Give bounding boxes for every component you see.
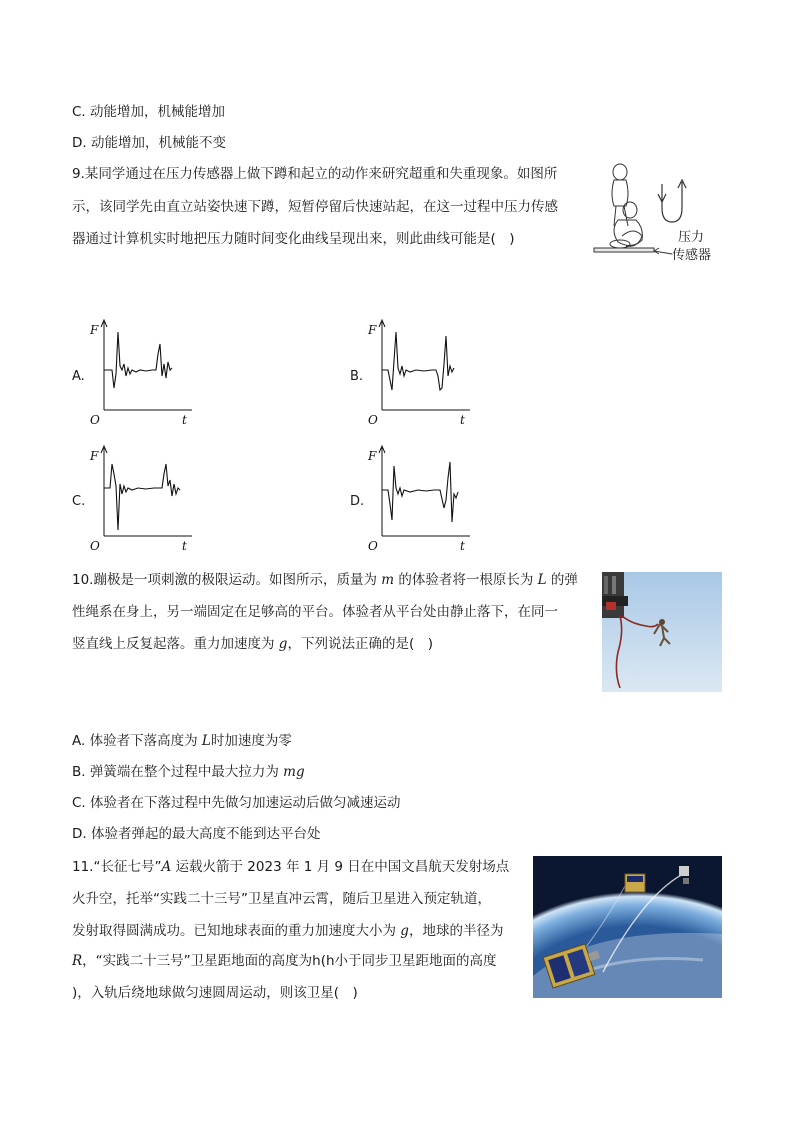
graph-d-xlabel: t — [460, 539, 465, 552]
graph-b-origin: O — [368, 413, 378, 426]
graph-d-label: D. — [350, 494, 365, 509]
q9-stem-line-2: 示，该同学先由直立站姿快速下蹲，短暂停留后快速站起，在这一过程中压力传感 — [72, 199, 558, 215]
q9-stem-line-1: 9.某同学通过在压力传感器上做下蹲和起立的动作来研究超重和失重现象。如图所 — [72, 166, 558, 182]
q11-var-g: g — [400, 923, 409, 939]
q11-l3-text-b: ，地球的半径为 — [408, 923, 504, 939]
q8-option-c: C. 动能增加，机械能增加 — [72, 104, 226, 120]
graph-b-xlabel: t — [460, 413, 465, 426]
satellite-photo — [533, 856, 722, 998]
graph-b-label: B. — [350, 369, 364, 384]
graph-d-origin: O — [368, 539, 378, 552]
q10-l1-text-c: 的弹 — [546, 572, 578, 588]
q10-opt-a-var-L: L — [201, 733, 211, 749]
graph-a-ylabel: F — [90, 323, 99, 337]
q11-stem-line-2: 火升空，托举“实践二十三号”卫星直冲云霄，随后卫星进入预定轨道， — [72, 891, 491, 907]
q11-var-A: A — [161, 859, 172, 875]
q10-var-g: g — [278, 636, 288, 652]
bungee-photo — [602, 572, 722, 692]
q10-stem-line-1 — [72, 570, 578, 590]
q10-var-L: L — [537, 572, 547, 588]
q10-opt-b-var-mg: mg — [283, 764, 305, 780]
q10-option-b — [72, 762, 305, 782]
q10-opt-b-text-a: B. 弹簧端在整个过程中最大拉力为 — [72, 764, 284, 780]
figure-label-sensor: 传感器 — [672, 248, 712, 263]
q11-l4-text-b: ，“实践二十三号”卫星距地面的高度为h(h小于同步卫星距地面的高度 — [82, 953, 497, 969]
graph-c-label: C. — [72, 494, 86, 509]
q10-opt-a-text-b: 时加速度为零 — [210, 733, 292, 749]
q8-option-d: D. 动能增加，机械能不变 — [72, 135, 226, 151]
squat-sensor-figure — [592, 160, 732, 264]
q11-stem-line-4 — [72, 951, 497, 971]
q10-stem-line-2: 性绳系在身上，另一端固定在足够高的平台。体验者从平台处由静止落下，在同一 — [72, 604, 558, 620]
q11-var-R: R — [72, 953, 83, 969]
q11-stem-line-3 — [72, 921, 503, 941]
graph-d — [364, 444, 476, 552]
q10-var-m: m — [381, 572, 395, 588]
graph-c-xlabel: t — [182, 539, 187, 552]
q10-l1-text-b: 的体验者将一根原长为 — [394, 572, 538, 588]
q10-opt-a-text-a: A. 体验者下落高度为 — [72, 733, 202, 749]
q11-stem-line-5: )，入轨后绕地球做匀速圆周运动，则该卫星( ) — [72, 985, 358, 1001]
q10-option-a — [72, 731, 292, 751]
q10-option-c: C. 体验者在下落过程中先做匀加速运动后做匀减速运动 — [72, 795, 401, 811]
q9-stem-line-3: 器通过计算机实时地把压力随时间变化曲线呈现出来，则此曲线可能是( ) — [72, 231, 515, 247]
graph-a-origin: O — [90, 413, 100, 426]
graph-a-label: A. — [72, 369, 85, 384]
q11-stem-line-1 — [72, 857, 509, 877]
q10-stem-line-3 — [72, 634, 433, 654]
q10-option-d: D. 体验者弹起的最大高度不能到达平台处 — [72, 826, 321, 842]
q11-l1-text-b: 运载火箭于 2023 年 1 月 9 日在中国文昌航天发射场点 — [171, 859, 510, 875]
q10-l1-text-a: 10.蹦极是一项刺激的极限运动。如图所示，质量为 — [72, 572, 382, 588]
graph-c-ylabel: F — [90, 449, 99, 463]
graph-b — [364, 318, 476, 426]
graph-b-ylabel: F — [368, 323, 377, 337]
graph-c — [86, 444, 198, 552]
graph-d-ylabel: F — [368, 449, 377, 463]
q10-l3-text-b: ，下列说法正确的是( ) — [287, 636, 433, 652]
q11-l3-text-a: 发射取得圆满成功。已知地球表面的重力加速度大小为 — [72, 923, 401, 939]
graph-a-xlabel: t — [182, 413, 187, 426]
q11-l1-text-a: 11.“长征七号” — [72, 859, 162, 875]
graph-a — [86, 318, 198, 426]
q10-l3-text-a: 竖直线上反复起落。重力加速度为 — [72, 636, 279, 652]
figure-label-pressure: 压力 — [678, 230, 705, 245]
graph-c-origin: O — [90, 539, 100, 552]
